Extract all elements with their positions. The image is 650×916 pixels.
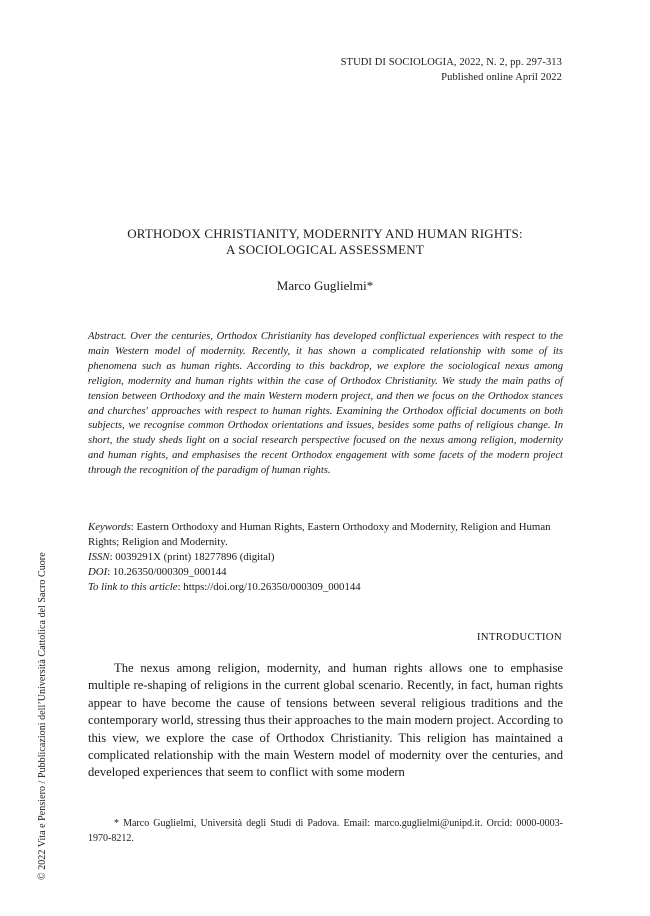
title-line-2: A SOCIOLOGICAL ASSESSMENT [225,242,425,257]
keywords-row: Keywords: Eastern Orthodoxy and Human Rights, Eastern Orthodoxy and Modernity, Religion and Human Rights; Religion and Modernity. [88,521,551,548]
article-metadata [88,520,563,595]
copyright-sidebar: © 2022 Vita e Pensiero / Pubblicazioni dell’Università Cattolica del Sacro Cuore [37,552,48,880]
issn-label: ISSN [88,551,110,563]
issn-value: 0039291X (print) 18277896 (digital) [115,551,275,563]
journal-citation: STUDI DI SOCIOLOGIA, 2022, N. 2, pp. 297-313 [340,57,562,68]
article-link[interactable]: https://doi.org/10.26350/000309_000144 [183,581,361,593]
link-row: To link to this article: https://doi.org/10.26350/000309_000144 [88,581,361,593]
article-title [88,226,562,258]
doi-label: DOI [88,566,108,578]
doi-row: DOI: 10.26350/000309_000144 [88,566,227,578]
published-date: Published online April 2022 [441,72,562,83]
link-label: To link to this article [88,581,178,593]
abstract-text: Over the centuries, Orthodox Christianity has developed conflictual experiences with respect to the main Western model of modernity. Recently, it has shown a complicated relationship with some of its phenomena such as human rights. According to this backdrop, we explore the sociological nexus among religion, modernity and human rights within the case of Orthodox Christianity. We study the main paths of tension between Orthodoxy and the main Western modern project, and then we focus on the Orthodox stances and churches' approaches with respect to human rights. Examining the Orthodox official documents on both subjects, we recognise common Orthodox orientations and issues, besides some paths of religious change. In short, the study sheds light on a social research perspective focused on the nexus among religion, modernity and human rights, and emphasises the recent Orthodox engagement with some facets of the modern project through the recognition of the paradigm of human rights. [88,331,563,477]
title-line-1: ORTHODOX CHRISTIANITY, MODERNITY AND HUMAN RIGHTS: [127,226,523,241]
author-footnote [88,817,563,846]
section-heading-introduction: INTRODUCTION [476,631,562,643]
journal-header [341,55,562,85]
abstract-label: Abstract. [88,331,127,342]
introduction-paragraph: The nexus among religion, modernity, and human rights allows one to emphasise multiple re-shaping of religions in the current global scenario. Recently, in fact, human rights appear to have become the cause of tensions between several religious traditions and the contemporary world, stressing thus their approaches to the main modern project. According to this view, we explore the case of Orthodox Christianity. This religion has maintained a complicated relationship with the main Western model of modernity over the centuries, and developed experiences that seem to conflict with some modern [88,661,563,780]
author-name: Marco Guglielmi* [276,278,374,293]
abstract [88,330,563,479]
keywords-label: Keywords [88,521,131,533]
footnote-text: * Marco Guglielmi, Università degli Studi di Padova. Email: marco.guglielmi@unipd.it. Orcid: 0000-0003-1970-8212. [88,818,563,844]
doi-value: 10.26350/000309_000144 [112,566,227,578]
keywords-value: Eastern Orthodoxy and Human Rights, Eastern Orthodoxy and Modernity, Religion and Human Rights; Religion and Modernity. [88,521,551,548]
issn-row: ISSN: 0039291X (print) 18277896 (digital) [88,551,275,563]
